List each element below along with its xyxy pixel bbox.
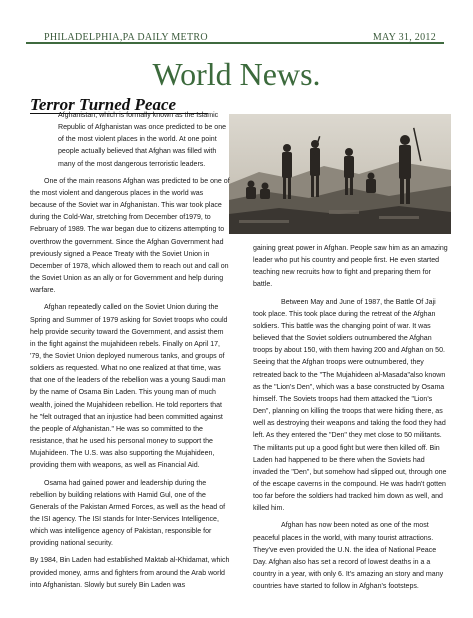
- article-paragraph: Afghan repeatedly called on the Soviet Union during the Spring and Summer of 1979 asking for Soviet troops who could help provide security toward the Government, and assist them in the fight against the mujahideen rebels. Finally on April 17, '79, the Soviet Union deployed numerous tanks, and groups of soldiers as requested. What no one realized at that time, was that one of the leaders of the rebellion was a young Saudi man by the name of Osama Bin Laden. This young man of much wealth, joined the Mujahideen rebellion. He told reporters that he "felt outraged that an injustice had been committed against the people of Afghanistan." He was so committed to the resistance, that he used his personal money to support the Mujahideen. The U.S. was also supporting the Mujahideen, providing them with weapons, as well as Financial Aid.: [30, 304, 228, 470]
- article-column-left: [30, 110, 230, 597]
- masthead: [24, 24, 440, 42]
- article-photo: [229, 114, 451, 234]
- article-paragraph: Osama had gained power and leadership during the rebellion by building relations with Hamid Gul, one of the Generals of the Pakistan Armed Forces, as well as the head of the ISI agency. The ISI stands for Inter-Services Intelligence, which was intelligence agency of Pakistan, responsible for providing national security.: [30, 479, 226, 548]
- article-paragraph: Between May and June of 1987, the Battle Of Jaji took place. This took place during the retreat of the Afghan soldiers. This battle was the changing point of war. It was believed that the Soviet soldiers outnumbered the Afghan troops by about 150, with them having 200 and Afghan on 50. Seeing that the Afghan troops were outnumbered, they retreated back to the "The Mujahideen al-Masada"also known as the "Lion's Den", which was a base constructed by Osama himself. The Soviets troops had them attacked the "Lion's Den", planning on killing the troops that were hiding there, as well as destroying their weapons and taking the food they had left. As they entered the "Den" they met close to 50 militants. The militants put up a good fight but were then killed off. Bin Laden had happened to be there when the Soviets had invaded the "Den", but somehow had slipped out, through one of the escape caverns in the compound. He was hadn't gotten too far before the soldiers had tracked him down as well, and killed him.: [253, 298, 447, 513]
- article-headline: Terror Turned Peace: [30, 95, 177, 114]
- publication-name: PHILADELPHIA,PA DAILY METRO: [44, 32, 208, 43]
- article-paragraph: By 1984, Bin Laden had established Maktab al-Khidamat, which provided money, arms and fighters from around the Arab world into Afghanistan. Slowly but surely Bin Laden was: [30, 557, 230, 589]
- article-paragraph: gaining great power in Afghan. People saw him as an amazing leader who put his country and people first. He even started teaching new recruits how to fight and preparing them for battle.: [253, 245, 448, 289]
- article-column-right: [253, 243, 449, 598]
- article-paragraph: One of the main reasons Afghan was predicted to be one of the most violent and dangerous places in the world was because of the Soviet war in Afghanistan. This war took place during the Cold-War, stretching from December of1979, to February of 1989. The war began due to citizens attempting to overthrow the government. Since the Afghan Government had previously signed a Peace Treaty with the Soviet Union in December of 1978, which allowed them to reach out and call on the Soviet Union as an ally or for Government and help during warfare.: [30, 177, 230, 295]
- issue-date: MAY 31, 2012: [372, 32, 436, 43]
- masthead-rule: [26, 42, 444, 44]
- article-paragraph: Afghan has now been noted as one of the most peaceful places in the world, with many tourist attractions. They've even provided the U.N. the idea of National Peace Day. Afghan also has set a record of lowest deaths in a a country in a year, with only 6. It's amazing an story and many countries have started to follow in Afghan's footsteps.: [253, 522, 444, 591]
- section-title: World News.: [152, 56, 321, 92]
- article-paragraph: Afghanistan, which is formally known as the Islamic Republic of Afghanistan was once predicted to be one of the most violent places in the world. At one point people actually believed that Afghan was filled with many of the most dangerous terroristic leaders.: [58, 112, 227, 168]
- photo-soldiers-illustration: [229, 114, 451, 234]
